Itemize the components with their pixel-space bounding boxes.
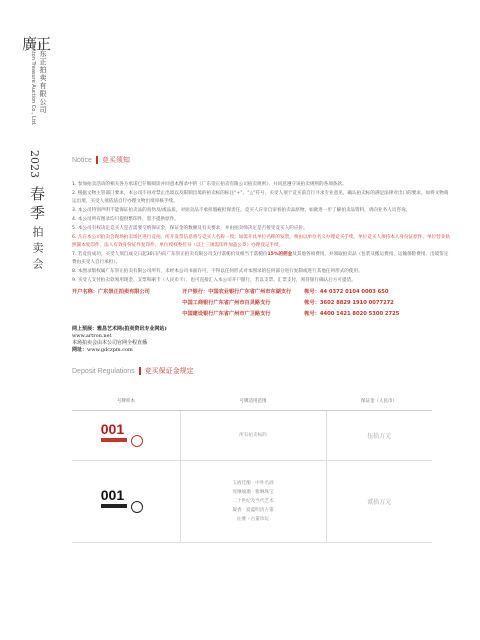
notice-item — [72, 251, 452, 267]
notice-item-text: 7. 若竞投成功，买受人须自成交日起30日内向广东崇正拍卖有限公司支付落槌价及相当于落槌价 — [72, 252, 268, 257]
scope-cell — [180, 410, 326, 460]
auction-event: 拍卖会 — [31, 226, 44, 274]
paddle-number: 001 — [100, 487, 125, 503]
notice-list — [72, 181, 452, 285]
auction-season: 春季 — [28, 186, 46, 224]
scope-item: 所有拍卖标的 — [239, 432, 267, 438]
paddle-band — [101, 438, 127, 442]
table-row — [72, 410, 432, 460]
table-row — [72, 460, 432, 542]
website-label: 网址： — [72, 347, 88, 353]
scope-item: 凝香 · 夏蕴明清古董 — [232, 507, 274, 513]
notice-item: 1. 参加拍卖活动的相关各方承诺已仔细阅读并同意本图录中的《广东崇正拍卖有限公司拍卖规则》，并同意遵守该拍卖规则的各项条款。 — [72, 182, 347, 187]
paddle-cell — [72, 410, 180, 460]
auction-year: 2023 — [28, 150, 41, 178]
notice-item-tail: 及其他各项费用，并领取拍卖品（包装及搬运费用、运输保险费用、出境鉴定费由买受人自行承担）。 — [72, 252, 449, 265]
bank-account-row — [72, 309, 452, 320]
notice-item: 8. 本图录版权属广东崇正拍卖有限公司所有，未经本公司书面许可，不得以任何形式对本图录的任何部分进行复制或进行其他任何形式的使用。 — [72, 269, 363, 274]
column-header-scope: 号牌适用范围 — [180, 392, 326, 410]
scope-item: 沁雅 · 古董珍玩 — [237, 516, 269, 522]
company-logo: 廣正 — [22, 35, 51, 53]
scope-item: 瑶琳瑜珊 · 雅琳珠宝 — [232, 489, 274, 495]
contact-info — [72, 326, 452, 354]
paddle-number: 001 — [100, 421, 125, 437]
column-header-paddle: 号牌样本 — [72, 392, 180, 410]
column-header-deposit: 保证金（人民币） — [326, 392, 432, 410]
paddle-logo-icon — [131, 435, 143, 447]
heading-divider — [139, 367, 141, 375]
notice-item: 2. 根据文物主管部门要求，本公司不再对禁止出境以及限制出境的拍卖标的标注“+”、“△”符号，买受人须于竞买前自行寻求专业意见，确认拍卖标的满足法律对出口的要求，如将文物商运出境，买受人须依法自行办理文物出境审核手续。 — [72, 191, 449, 204]
main-content — [72, 155, 452, 543]
paddle-cell — [72, 460, 180, 542]
scope-item: 二十世纪及当代艺术 — [232, 498, 274, 504]
online-preview-label: 网上预展：雅昌艺术网(拍卖资讯专业网站) — [72, 326, 167, 332]
notice-item: 3. 本公司特别声明不能保证拍卖品的真伪及/或品质，对拍卖品不承担瑕疵担保责任，竞买人应亲自审看拍卖品原物，如欲进一步了解拍卖品资料，请向业务人员咨询。 — [72, 208, 411, 213]
deposit-amount: 贰拾万元 — [326, 460, 432, 542]
paddle-band — [101, 504, 127, 508]
live-stream-note: 本场拍卖会由本公司官网全程直播 — [72, 340, 148, 346]
notice-heading — [72, 155, 452, 165]
bank-account-row — [72, 298, 452, 309]
account-number: 帐号：3602 8829 1910 0077272 — [304, 300, 394, 306]
deposit-amount: 伍拾万元 — [326, 410, 432, 460]
account-number: 帐号：44 0372 0104 0003 650 — [304, 289, 389, 295]
scope-cell — [180, 460, 326, 542]
deposit-table — [72, 392, 432, 543]
company-name-cn: 广东正拍卖有限公司 — [39, 42, 47, 114]
bank-account-row — [72, 287, 452, 298]
deposit-heading-cn: 竞买保证金规定 — [144, 367, 194, 375]
paddle-sample-dark — [99, 485, 153, 515]
company-name-en: Canton Treasure Auction Co., Ltd. — [30, 42, 36, 126]
paddle-logo-icon — [131, 501, 143, 513]
notice-heading-cn: 竞买须知 — [101, 156, 130, 164]
bank-accounts — [72, 287, 452, 320]
heading-divider — [96, 156, 98, 164]
account-number: 帐号：4400 1421 8020 5300 2725 — [304, 311, 400, 317]
online-preview-url[interactable]: www.artron.net — [72, 333, 112, 339]
website-url[interactable]: www.gdczpm.com — [87, 347, 133, 353]
deposit-heading — [72, 366, 452, 376]
notice-item-highlight: 6. 凡在本公司拍卖会现场拍卖场区进行竞拍、所开发票信息将与竞买人名称一致；如需开具单位名称的发票，须由以单位名义办理竞买手续，单位竞买人须持本人身份证原件、单位营业执照副本复印件、法人有效身份证件复印件、单位授权委托书（以上三项需印件加盖公章）办理登记手续。 — [72, 235, 450, 248]
deposit-heading-en: Deposit Regulations — [72, 367, 135, 375]
paddle-sample-red — [99, 419, 153, 449]
notice-item: 4. 本公司所有图录均只提供繁印件，恕不提供原件。 — [72, 217, 179, 222]
notice-item: 9. 买受人支付拍卖款须用现金、支票和刷卡（人民币卡），也可直接汇入本公司开户银行，若以支票、汇票支付，须待银行确认后方可提货。 — [72, 278, 356, 283]
scope-item: 玉液佳酿 · 中外名酒 — [232, 480, 274, 486]
bank-name: 中国工商银行广东省广州市百灵路支行 — [182, 300, 271, 306]
commission-rate: 15%的佣金 — [267, 252, 293, 257]
account-name: 开户名称：广东崇正拍卖有限公司 — [72, 289, 150, 295]
bank-name: 开户银行：中国农业银行广东省广州市东湖支行 — [182, 289, 292, 295]
notice-item: 5. 本公司有权决定竞买人是否需要交纳保证金，保证金的数额及有关要求，并由拍卖师决定是否接受竞买人的应价。 — [72, 226, 308, 231]
bank-name: 中国建设银行广东省广州市广卫路支行 — [182, 311, 271, 317]
notice-heading-en: Notice — [72, 156, 92, 164]
table-header-row — [72, 392, 432, 410]
